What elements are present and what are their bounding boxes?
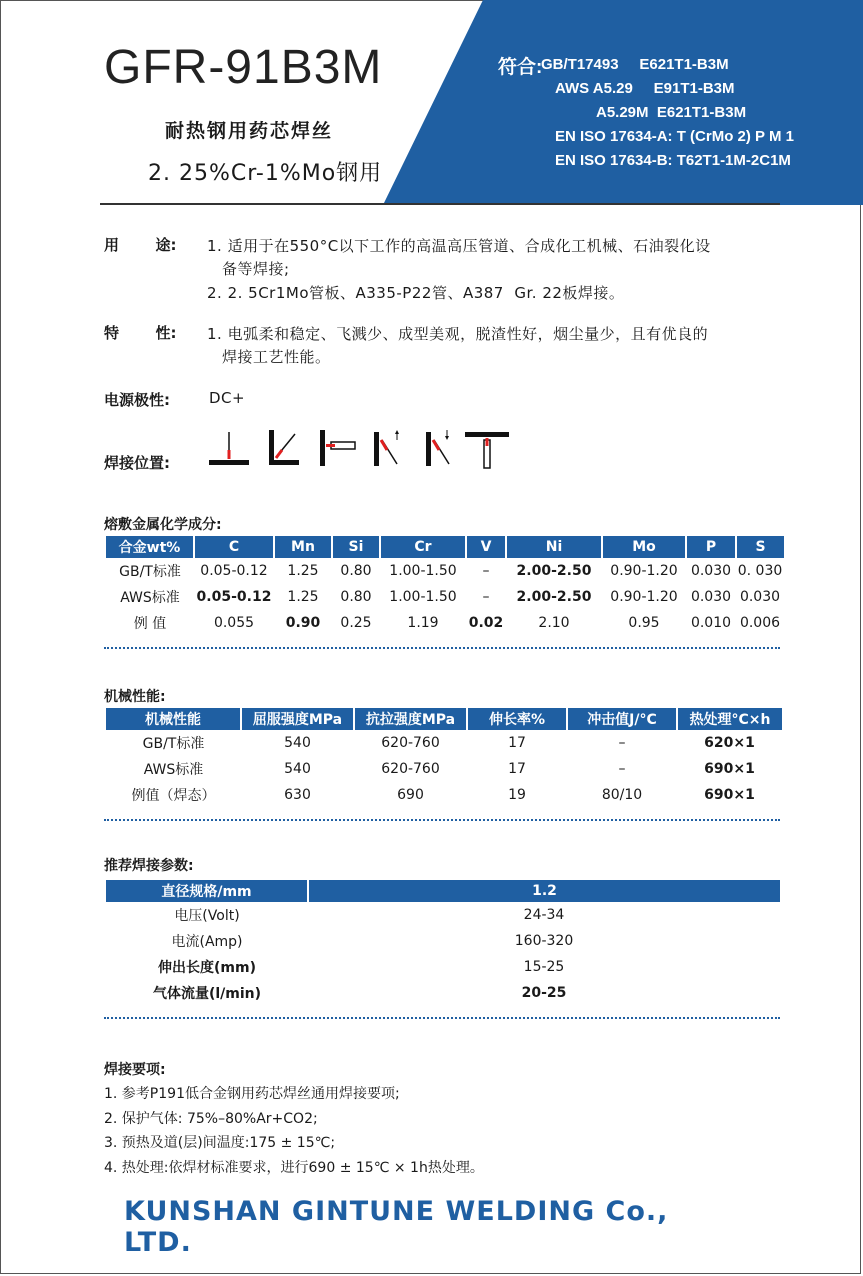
table-cell: 17 [508, 761, 526, 777]
params-title: 推荐焊接参数: [104, 858, 194, 874]
standard-line: GB/T17493 E621T1-B3M [541, 56, 729, 73]
standard-line: EN ISO 17634-A: T (CrMo 2) P M 1 [555, 128, 794, 145]
table-cell: 690 [397, 787, 424, 803]
chemistry-header-row [106, 536, 784, 558]
col-header: V [466, 536, 506, 558]
table-cell: 2.10 [538, 615, 570, 631]
mechanical-title: 机械性能: [104, 689, 166, 705]
col-header: 合金wt% [106, 536, 194, 558]
col-header: C [194, 536, 274, 558]
table-cell: 例 值 [133, 616, 167, 632]
table-cell: – [482, 589, 490, 605]
col-header: S [736, 536, 784, 558]
table-cell: 0.02 [468, 615, 504, 631]
table-cell: 例值（焊态） [131, 788, 216, 804]
col-header: Ni [506, 536, 602, 558]
table-cell: 540 [284, 735, 311, 751]
horizontal-fillet-icon [269, 430, 299, 465]
vertical-down-icon [426, 430, 449, 466]
table-cell: GB/T标准 [142, 736, 205, 752]
position-label: 焊接位置: [104, 454, 170, 472]
note-item: 3. 预热及道(层)间温度:175 ± 15℃; [104, 1135, 336, 1151]
table-cell: – [618, 761, 626, 777]
table-cell: GB/T标准 [119, 564, 181, 580]
col-header: 热处理°C×h [677, 708, 782, 730]
product-title: GFR-91B3M [104, 41, 383, 94]
table-cell: 0.030 [690, 589, 732, 605]
table-cell: – [618, 735, 626, 751]
table-cell: 0.80 [340, 589, 372, 605]
table-cell: 0.90-1.20 [610, 563, 678, 579]
table-cell: 24-34 [523, 907, 565, 923]
table-row [106, 954, 780, 980]
table-cell: 690×1 [704, 761, 755, 777]
table-cell: 0. 030 [737, 563, 783, 579]
note-item: 1. 参考P191低合金钢用药芯焊丝通用焊接要项; [104, 1086, 400, 1102]
product-subtitle: 耐热钢用药芯焊丝 [165, 120, 334, 142]
company-name: KUNSHAN GINTUNE WELDING Co., LTD. [124, 1196, 669, 1258]
table-cell: 2.00-2.50 [516, 589, 592, 605]
dotted-divider [104, 1017, 780, 1019]
polarity-value: DC+ [209, 389, 246, 407]
table-cell: 0.006 [739, 615, 781, 631]
features-line: 焊接工艺性能。 [222, 348, 331, 366]
table-row [106, 902, 780, 928]
table-cell: 0.030 [690, 563, 732, 579]
product-application: 2. 25%Cr-1%Mo钢用 [148, 161, 383, 186]
flat-position-icon [209, 432, 249, 465]
table-cell: 电流(Amp) [171, 934, 243, 950]
table-cell: 160-320 [514, 933, 574, 949]
header-blue-panel [383, 0, 863, 205]
standards-label: 符合: [498, 57, 543, 78]
table-cell: 1.25 [287, 589, 319, 605]
table-cell: 0.80 [340, 563, 372, 579]
table-row [106, 756, 782, 782]
table-cell: 630 [284, 787, 311, 803]
col-header: 机械性能 [106, 708, 241, 730]
table-cell: 伸出长度(mm) [158, 960, 256, 976]
note-item: 2. 保护气体: 75%–80%Ar+CO2; [104, 1111, 318, 1127]
welding-position-icons [207, 428, 512, 470]
mechanical-table [106, 708, 782, 808]
table-cell: 气体流量(l/min) [152, 986, 262, 1002]
table-row [106, 610, 784, 636]
table-cell: 80/10 [601, 787, 643, 803]
table-cell: 0.90-1.20 [610, 589, 678, 605]
features-label: 特 性: [104, 324, 177, 342]
table-cell: 19 [508, 787, 526, 803]
table-cell: 0.010 [690, 615, 732, 631]
table-cell: 1.19 [407, 615, 439, 631]
features-line: 1. 电弧柔和稳定、飞溅少、成型美观，脱渣性好，烟尘量少，且有优良的 [207, 325, 709, 343]
mechanical-header-row [106, 708, 782, 730]
table-cell: AWS标准 [143, 762, 204, 778]
table-row [106, 782, 782, 808]
standard-line: AWS A5.29 E91T1-B3M [555, 80, 735, 97]
col-header: 屈服强度MPa [241, 708, 354, 730]
horizontal-position-icon [320, 430, 355, 466]
table-cell: 620-760 [381, 761, 440, 777]
table-cell: 电压(Volt) [174, 908, 240, 924]
table-cell: 620-760 [381, 735, 440, 751]
table-cell: 690×1 [704, 787, 755, 803]
table-cell: – [482, 563, 490, 579]
note-item: 4. 热处理:依焊材标准要求，进行690 ± 15℃ × 1h热处理。 [104, 1160, 484, 1176]
col-header: Cr [380, 536, 466, 558]
table-cell: AWS标准 [120, 590, 180, 606]
table-cell: 15-25 [523, 959, 565, 975]
notes-title: 焊接要项: [104, 1062, 166, 1078]
table-cell: 0.25 [340, 615, 372, 631]
col-header: Mo [602, 536, 686, 558]
usage-label: 用 途: [104, 236, 177, 254]
table-cell: 0.90 [285, 615, 321, 631]
dotted-divider [104, 819, 780, 821]
standard-line: A5.29M E621T1-B3M [596, 104, 747, 121]
table-cell: 1.00-1.50 [389, 589, 457, 605]
table-row [106, 928, 780, 954]
table-cell: 1.25 [287, 563, 319, 579]
chemistry-title: 熔敷金属化学成分: [104, 517, 222, 533]
col-header: 伸长率% [467, 708, 567, 730]
vertical-up-icon [374, 430, 399, 466]
table-cell: 0.05-0.12 [200, 563, 268, 579]
overhead-position-icon [465, 432, 509, 468]
table-cell: 0.05-0.12 [196, 589, 272, 605]
params-table [106, 880, 780, 1006]
table-cell: 540 [284, 761, 311, 777]
table-cell: 0.055 [213, 615, 255, 631]
table-cell: 0.95 [628, 615, 660, 631]
table-cell: 20-25 [521, 985, 567, 1001]
dotted-divider [104, 647, 780, 649]
usage-line: 备等焊接; [222, 260, 290, 278]
table-cell: 1.00-1.50 [389, 563, 457, 579]
col-header: Si [332, 536, 380, 558]
col-header: P [686, 536, 736, 558]
table-row [106, 584, 784, 610]
table-cell: 0.030 [739, 589, 781, 605]
table-cell: 620×1 [704, 735, 755, 751]
col-header: Mn [274, 536, 332, 558]
col-header: 直径规格/mm [106, 880, 308, 902]
polarity-label: 电源极性: [104, 391, 170, 409]
table-cell: 17 [508, 735, 526, 751]
col-header: 1.2 [308, 880, 780, 902]
header [0, 0, 863, 205]
standard-line: EN ISO 17634-B: T62T1-1M-2C1M [555, 152, 791, 169]
usage-line: 1. 适用于在550°C以下工作的高温高压管道、合成化工机械、石油裂化设 [207, 237, 711, 255]
table-cell: 2.00-2.50 [516, 563, 592, 579]
params-header-row [106, 880, 780, 902]
col-header: 抗拉强度MPa [354, 708, 467, 730]
table-row [106, 730, 782, 756]
table-row [106, 980, 780, 1006]
chemistry-table [106, 536, 784, 636]
usage-line: 2. 2. 5Cr1Mo管板、A335-P22管、A387 Gr. 22板焊接。 [207, 284, 625, 302]
table-row [106, 558, 784, 584]
col-header: 冲击值J/°C [567, 708, 677, 730]
header-divider [100, 203, 780, 205]
